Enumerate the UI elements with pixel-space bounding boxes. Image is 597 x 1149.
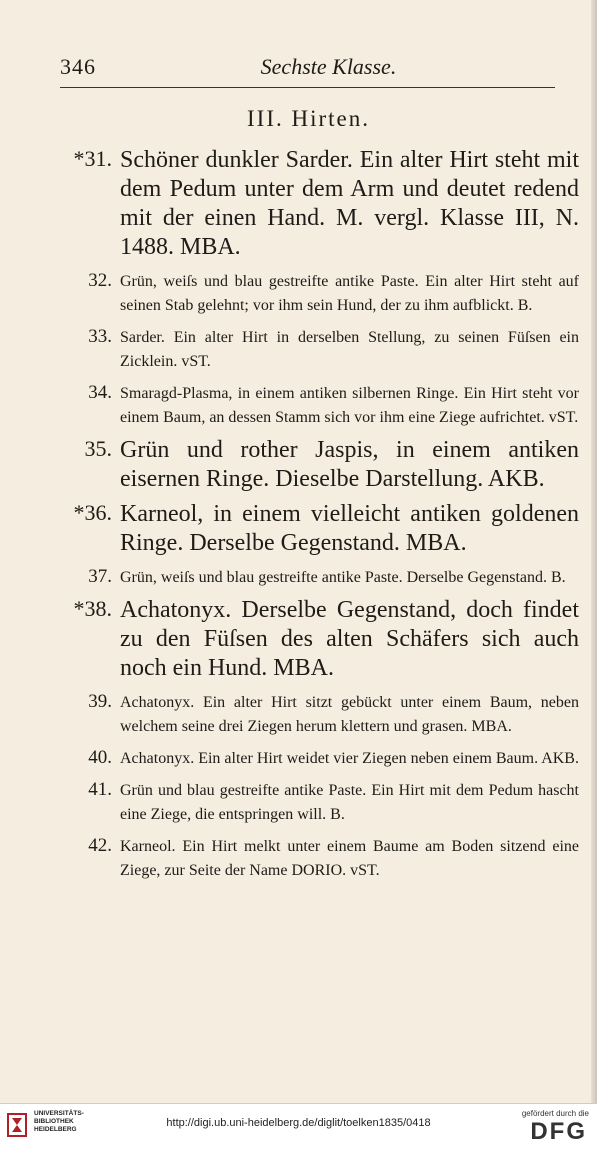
entry-text: Smaragd-Plasma, in einem antiken silbernen Ringe. Ein Hirt steht vor einem Baum, an dessen Stamm sich vor ihm eine Ziege aufrichtet. vST. (120, 385, 579, 426)
entry-number: 35. (84, 436, 112, 461)
entry-text: Grün und rother Jaspis, in einem antiken eisernen Ringe. Dieselbe Darstellung. AKB. (120, 437, 579, 492)
entry-number: 33. (88, 326, 112, 347)
catalog-entry (0, 747, 597, 771)
page-number: 346 (60, 54, 96, 79)
entry-text: Achatonyx. Ein alter Hirt weidet vier Ziegen neben einem Baum. AKB. (120, 750, 579, 767)
catalog-entry (0, 326, 597, 374)
catalog-entry (0, 270, 597, 318)
entry-number: 34. (88, 382, 112, 403)
entry-number: 42. (88, 835, 112, 856)
catalog-entry (0, 146, 597, 262)
catalog-entry (0, 835, 597, 883)
entry-list (0, 140, 597, 883)
entry-text: Achatonyx. Derselbe Gegenstand, doch findet zu den Füſsen des alten Schäfers sich auch noch ein Hund. MBA. (120, 597, 579, 681)
entry-text: Grün, weiſs und blau gestreifte antike Paste. Ein alter Hirt steht auf seinen Stab gelehnt; vor ihm sein Hund, der zu ihm aufblickt. B. (120, 273, 579, 314)
running-head: Sechste Klasse. (260, 54, 397, 79)
viewer-footer (0, 1103, 597, 1149)
page-header (60, 50, 557, 84)
entry-text: Sarder. Ein alter Hirt in derselben Stellung, zu seinen Füſsen ein Zicklein. vST. (120, 329, 579, 370)
entry-text: Achatonyx. Ein alter Hirt sitzt gebückt unter einem Baum, neben welchem seine drei Ziegen herum klettern und grasen. MBA. (120, 694, 579, 735)
catalog-entry (0, 566, 597, 590)
entry-number: 39. (88, 691, 112, 712)
catalog-entry (0, 596, 597, 683)
header-rule (60, 87, 555, 88)
entry-number: *36. (73, 500, 112, 525)
catalog-entry (0, 382, 597, 430)
entry-number: *38. (73, 596, 112, 621)
catalog-entry (0, 691, 597, 739)
dfg-logo: DFG (530, 1118, 587, 1145)
section-title: III. Hirten. (247, 106, 370, 131)
entry-number: 37. (88, 566, 112, 587)
entry-text: Karneol. Ein Hirt melkt unter einem Baume am Boden sitzend eine Ziege, zur Seite der Name DORIO. vST. (120, 838, 579, 879)
entry-text: Karneol, in einem vielleicht antiken goldenen Ringe. Derselbe Gegenstand. MBA. (120, 501, 579, 556)
entry-number: *31. (73, 146, 112, 171)
source-url[interactable]: http://digi.ub.uni-heidelberg.de/diglit/toelken1835/0418 (166, 1117, 431, 1129)
entry-text: Grün, weiſs und blau gestreifte antike Paste. Derselbe Gegenstand. B. (120, 569, 566, 586)
library-name: UNIVERSITÄTS- BIBLIOTHEK HEIDELBERG (34, 1110, 84, 1133)
entry-number: 41. (88, 779, 112, 800)
entry-number: 40. (88, 747, 112, 768)
entry-number: 32. (88, 270, 112, 291)
funded-by-label: gefördert durch die (521, 1109, 589, 1118)
entry-text: Grün und blau gestreifte antike Paste. Ein Hirt mit dem Pedum hascht eine Ziege, die entspringen will. B. (120, 782, 579, 823)
catalog-entry (0, 779, 597, 827)
catalog-entry (0, 500, 597, 558)
catalog-entry (0, 436, 597, 494)
entry-text: Schöner dunkler Sarder. Ein alter Hirt steht mit dem Pedum unter dem Arm und deutet redend mit der einen Hand. M. vergl. Klasse III, N. 1488. MBA. (120, 147, 579, 260)
